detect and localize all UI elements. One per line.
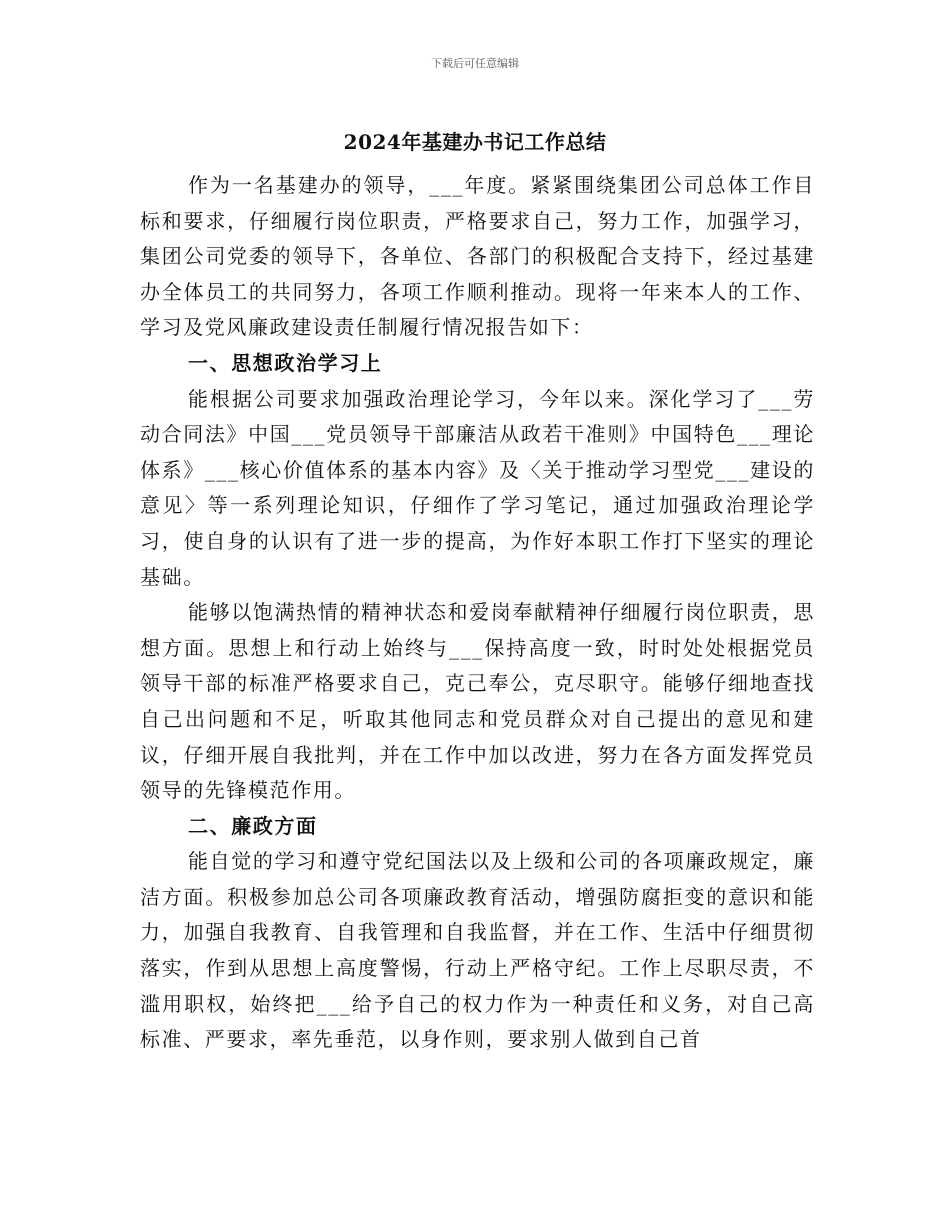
section-heading-1: 一、思想政治学习上 — [188, 350, 383, 375]
section2-paragraph-1: 能自觉的学习和遵守党纪国法以及上级和公司的各项廉政规定，廉洁方面。积极参加总公司各项廉政教育活动，增强防腐拒变的意识和能力，加强自我教育、自我管理和自我监督，并在工作、生活中仔细贯彻落实，作到从思想上高度警惕，行动上严格守纪。工作上尽职尽责，不滥用职权，始终把___给予自己的权力作为一种责任和义务，对自己高标准、严要求，率先垂范，以身作则，要求别人做到自己首 — [140, 849, 815, 1052]
section1-paragraph-1: 能根据公司要求加强政治理论学习，今年以来。深化学习了___劳动合同法》中国___党员领导干部廉洁从政若干准则》中国特色___理论体系》___核心价值体系的基本内容》及〈关于推动学习型党___建设的意见〉等一系列理论知识，仔细作了学习笔记，通过加强政治理论学习，使自身的认识有了进一步的提高，为作好本职工作打下坚实的理论基础。 — [140, 386, 815, 589]
section1-paragraph-2: 能够以饱满热情的精神状态和爱岗奉献精神仔细履行岗位职责，思想方面。思想上和行动上始终与___保持高度一致，时时处处根据党员领导干部的标准严格要求自己，克己奉公，克尽职守。能够仔细地查找自己出问题和不足，听取其他同志和党员群众对自己提出的意见和建议，仔细开展自我批判，并在工作中加以改进，努力在各方面发挥党员领导的先锋模范作用。 — [140, 600, 815, 803]
section-heading-2: 二、廉政方面 — [188, 813, 318, 838]
document-title: 2024年基建办书记工作总结 — [343, 130, 607, 154]
intro-paragraph: 作为一名基建办的领导，___年度。紧紧围绕集团公司总体工作目标和要求，仔细履行岗位职责，严格要求自己，努力工作，加强学习，集团公司党委的领导下，各单位、各部门的积极配合支持下，经过基建办全体员工的共同努力，各项工作顺利推动。现将一年来本人的工作、学习及党风廉政建设责任制履行情况报告如下： — [140, 173, 815, 340]
page-header: 下载后可任意编辑 — [431, 57, 519, 70]
document-body — [140, 168, 815, 1058]
